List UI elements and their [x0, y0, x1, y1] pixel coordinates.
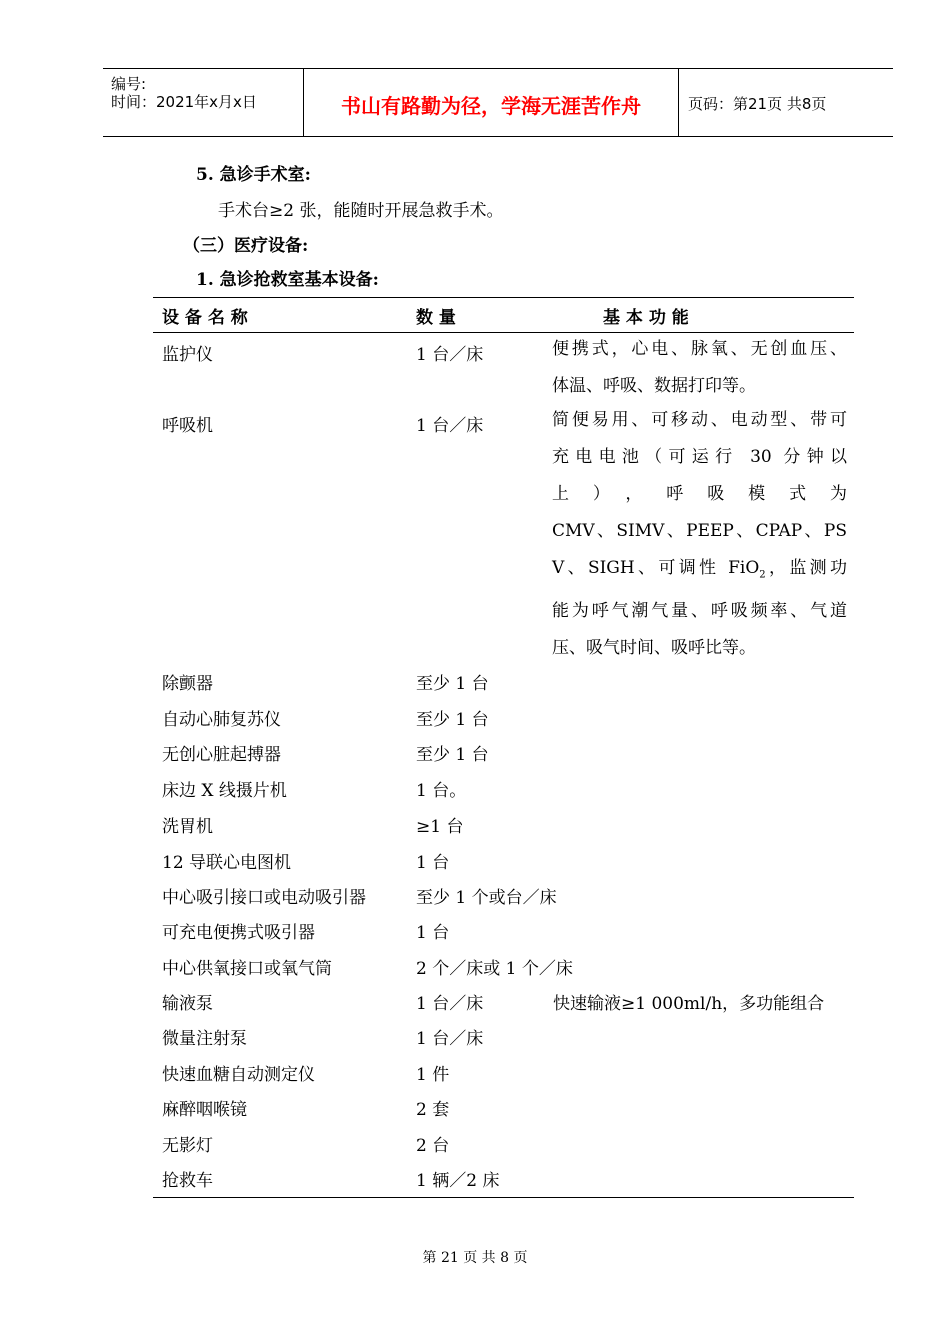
table-row-name: 微量注射泵: [162, 1029, 247, 1049]
table-row-name: 中心供氧接口或氧气筒: [162, 959, 332, 979]
table-row-name: 可充电便携式吸引器: [162, 923, 315, 943]
table-row-qty: 1 台／床: [416, 994, 484, 1014]
section-3-title: （三）医疗设备:: [183, 236, 309, 256]
table-row-name: 无影灯: [162, 1136, 213, 1156]
table-row-qty: 1 台／床: [416, 345, 484, 365]
table-row-name: 无创心脏起搏器: [162, 745, 281, 765]
function-line: 能为呼气潮气量、呼吸频率、气道: [552, 601, 847, 622]
table-row-name: 12 导联心电图机: [162, 853, 292, 873]
number-label: 编号:: [111, 75, 147, 93]
function-line: 简便易用、可移动、电动型、带可: [552, 410, 847, 430]
header-left: [103, 69, 303, 136]
table-row-name: 洗胃机: [162, 817, 213, 837]
function-line: 上），呼吸模式为: [552, 484, 847, 504]
table-row-qty: 1 辆／2 床: [416, 1171, 500, 1191]
table-row-qty: 2 个／床或 1 个／床: [416, 959, 573, 979]
table-row-name: 抢救车: [162, 1171, 213, 1191]
table-row-qty: 至少 1 个或台／床: [416, 888, 557, 908]
function-text: ，监测功: [765, 558, 848, 578]
section-3-1-title: 1. 急诊抢救室基本设备:: [196, 270, 379, 290]
time-label: 时间：2021年x月x日: [111, 93, 257, 111]
table-row-qty: 1 台: [416, 923, 450, 943]
table-row-qty: 2 台: [416, 1136, 450, 1156]
subscript: 2: [759, 569, 766, 581]
header-center: [303, 69, 679, 136]
table-row-qty: 1 台: [416, 853, 450, 873]
section-5-body: 手术台≥2 张，能随时开展急救手术。: [218, 201, 504, 221]
header-right: [678, 69, 893, 136]
page-footer: 第 21 页 共 8 页: [422, 1250, 528, 1266]
function-line: 压、吸气时间、吸呼比等。: [552, 638, 756, 659]
table-top-rule: [153, 297, 854, 298]
header-function: 基 本 功 能: [603, 308, 689, 328]
page-header: [103, 68, 893, 137]
table-row-name: 呼吸机: [162, 416, 213, 436]
table-row-name: 监护仪: [162, 345, 213, 365]
table-row-qty: 1 台／床: [416, 1029, 484, 1049]
section-5-title: 5. 急诊手术室:: [196, 165, 311, 185]
table-row-qty: 至少 1 台: [416, 745, 489, 765]
table-row-function: 快速输液≥1 000ml/h，多功能组合: [553, 994, 825, 1014]
table-row-name: 除颤器: [162, 674, 213, 694]
table-row-qty: ≥1 台: [416, 817, 464, 837]
table-row-name: 麻醉咽喉镜: [162, 1100, 247, 1120]
function-line: 体温、呼吸、数据打印等。: [552, 376, 756, 396]
function-text: V、SIGH、可调性 FiO: [552, 558, 760, 578]
function-line: CMV、SIMV、PEEP、CPAP、PS: [552, 521, 847, 541]
table-row-function: [552, 402, 847, 667]
table-row-qty: 1 台。: [416, 781, 467, 801]
table-bottom-rule: [153, 1197, 854, 1198]
table-row-name: 自动心肺复苏仪: [162, 710, 281, 730]
table-row-name: 中心吸引接口或电动吸引器: [162, 888, 366, 908]
table-row-qty: 2 套: [416, 1100, 450, 1120]
header-quantity: 数 量: [416, 308, 456, 328]
table-row-name: 床边 X 线摄片机: [162, 781, 287, 801]
table-row-qty: 至少 1 台: [416, 710, 489, 730]
table-row-name: 快速血糖自动测定仪: [162, 1065, 315, 1085]
function-line: 便携式，心电、脉氧、无创血压、: [552, 339, 847, 359]
table-row-function: [552, 331, 847, 405]
motto: 书山有路勤为径，学海无涯苦作舟: [341, 94, 641, 118]
page-info: 页码：第21页 共8页: [688, 95, 827, 113]
table-row-qty: 至少 1 台: [416, 674, 489, 694]
table-row-qty: 1 件: [416, 1065, 450, 1085]
function-line: [552, 550, 847, 593]
function-line: 充电电池（可运行 30 分钟以: [552, 447, 847, 467]
table-row-name: 输液泵: [162, 994, 213, 1014]
header-equipment-name: 设 备 名 称: [162, 308, 248, 328]
table-row-qty: 1 台／床: [416, 416, 484, 436]
